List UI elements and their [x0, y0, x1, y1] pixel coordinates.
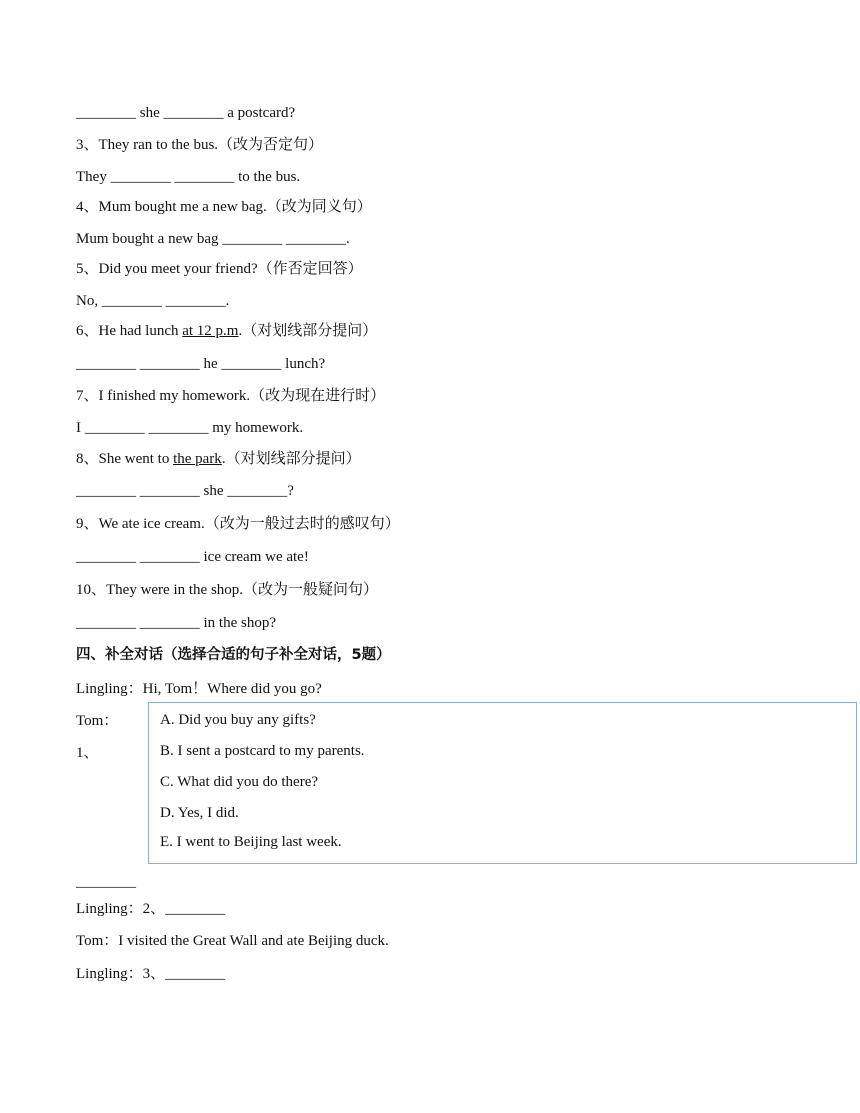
dialogue-line-lingling-3: Lingling：3、________ — [76, 966, 226, 982]
option-d: D. Yes, I did. — [160, 805, 239, 821]
q8-suffix: .（对划线部分提问） — [221, 451, 361, 467]
q5-question: 5、Did you meet your friend?（作否定回答） — [76, 261, 363, 277]
q6-question — [76, 321, 377, 341]
q6-underlined-phrase: at 12 p.m — [182, 323, 239, 339]
q4-answer-line: Mum bought a new bag ________ ________. — [76, 231, 350, 247]
q10-question: 10、They were in the shop.（改为一般疑问句） — [76, 582, 379, 598]
option-b: B. I sent a postcard to my parents. — [160, 743, 365, 759]
option-c: C. What did you do there? — [160, 774, 319, 790]
dialogue-line-lingling-2: Lingling：2、________ — [76, 901, 226, 917]
q9-question: 9、We ate ice cream.（改为一般过去时的感叹句） — [76, 516, 400, 532]
section-heading: 四、补全对话（选择合适的句子补全对话，5题） — [76, 647, 391, 663]
options-box — [148, 702, 857, 864]
q8-underlined-phrase: the park — [173, 451, 222, 467]
option-e: E. I went to Beijing last week. — [160, 834, 342, 850]
q6-answer-line: ________ ________ he ________ lunch? — [76, 356, 326, 372]
option-a: A. Did you buy any gifts? — [160, 712, 316, 728]
q4-question: 4、Mum bought me a new bag.（改为同义句） — [76, 199, 372, 215]
dialogue-line-lingling-1: Lingling：Hi, Tom！Where did you go? — [76, 681, 322, 697]
q8-question — [76, 449, 361, 469]
dialogue-speaker-tom: Tom： — [76, 713, 119, 729]
q7-question: 7、I finished my homework.（改为现在进行时） — [76, 388, 386, 404]
q3-answer-line: They ________ ________ to the bus. — [76, 169, 301, 185]
dialogue-blank-1: ________ — [76, 874, 136, 890]
q8-answer-line: ________ ________ she ________? — [76, 483, 294, 499]
dialogue-number-1: 1、 — [76, 745, 99, 761]
q5-answer-line: No, ________ ________. — [76, 293, 230, 309]
q6-suffix: .（对划线部分提问） — [238, 323, 378, 339]
q8-prefix: 8、She went to — [76, 451, 174, 467]
q3-question: 3、They ran to the bus.（改为否定句） — [76, 137, 324, 153]
q9-answer-line: ________ ________ ice cream we ate! — [76, 549, 309, 565]
q6-prefix: 6、He had lunch — [76, 323, 183, 339]
q2-answer-line: ________ she ________ a postcard? — [76, 105, 296, 121]
q10-answer-line: ________ ________ in the shop? — [76, 615, 276, 631]
dialogue-line-tom-2: Tom：I visited the Great Wall and ate Beijing duck. — [76, 933, 389, 949]
q7-answer-line: I ________ ________ my homework. — [76, 420, 304, 436]
